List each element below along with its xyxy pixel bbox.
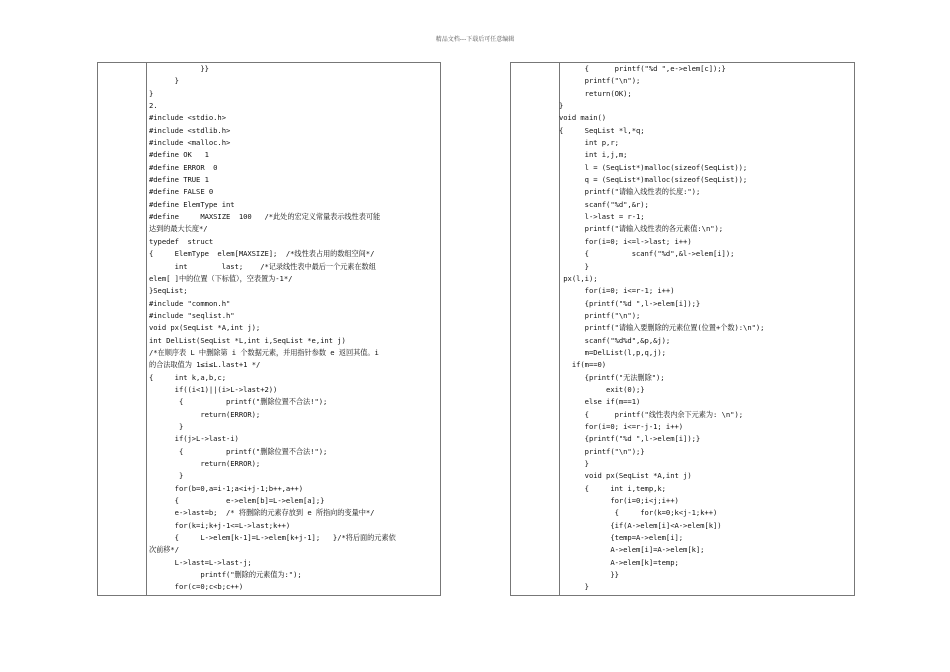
- code-line: { printf("线性表内余下元素为: \n");: [559, 409, 744, 419]
- left-code-page: [97, 62, 441, 596]
- code-line: e->last=b; /* 将删除的元素存放到 e 所指向的变量中*/: [149, 508, 375, 518]
- code-line: printf("\n");}: [559, 446, 645, 456]
- code-line: return(OK);: [559, 88, 632, 98]
- code-line: }}: [559, 570, 619, 580]
- code-line: {printf("%d ",l->elem[i]);}: [559, 434, 701, 444]
- code-line: else if(m==1): [559, 397, 641, 407]
- code-line: #include "common.h": [149, 298, 231, 308]
- code-line: #define FALSE 0: [149, 187, 214, 197]
- code-line: #include "seqlist.h": [149, 310, 235, 320]
- left-code-block: [149, 63, 440, 594]
- code-line: { e->elem[b]=L->elem[a];}: [149, 496, 325, 506]
- code-line: for(i=0;i<j;i++): [559, 496, 679, 506]
- code-line: { for(k=0;k<j-1;k++): [559, 508, 718, 518]
- page-header-text: 精品文档---下载后可任意编辑: [435, 36, 515, 43]
- code-line: /*在顺序表 L 中删除第 i 个数据元素，并用指针参数 e 返回其值。i: [149, 347, 379, 357]
- code-line: }: [149, 88, 154, 98]
- code-line: printf("请输入线性表的各元素值:\n");: [559, 224, 724, 234]
- code-line: elem[ ]中的位置（下标值），空表置为-1*/: [149, 273, 293, 283]
- code-line: }: [149, 421, 184, 431]
- code-line: l->last = r-1;: [559, 212, 645, 222]
- code-line: printf("\n");: [559, 310, 641, 320]
- code-line: px(l,i);: [559, 273, 598, 283]
- code-line: for(k=i;k+j-1<=L->last;k++): [149, 520, 291, 530]
- code-line: q = (SeqList*)malloc(sizeof(SeqList));: [559, 175, 748, 185]
- code-line: typedef struct: [149, 236, 214, 246]
- code-line: void main(): [559, 113, 607, 123]
- code-line: #define TRUE 1: [149, 175, 209, 185]
- code-line: { scanf("%d",&l->elem[i]);: [559, 249, 735, 259]
- code-line: int p,r;: [559, 138, 619, 148]
- code-line: 次前移*/: [149, 545, 179, 555]
- code-line: #define OK 1: [149, 150, 209, 160]
- code-line: { printf("删除位置不合法!");: [149, 446, 328, 456]
- code-line: }: [149, 471, 184, 481]
- code-line: #include <stdlib.h>: [149, 125, 231, 135]
- code-line: 的合法取值为 1≤i≤L.last+1 */: [149, 360, 261, 370]
- code-line: { int k,a,b,c;: [149, 372, 226, 382]
- code-line: printf("删除的元素值为:");: [149, 570, 302, 580]
- code-line: int DelList(SeqList *L,int i,SeqList *e,int j): [149, 335, 346, 345]
- code-line: }: [559, 261, 589, 271]
- code-line: printf("请输入线性表的长度:");: [559, 187, 701, 197]
- code-line: for(b=0,a=i-1;a<i+j-1;b++,a++): [149, 483, 303, 493]
- code-line: for(c=0;c<b;c++): [149, 582, 244, 592]
- code-line: void px(SeqList *A,int j);: [149, 323, 261, 333]
- code-line: }: [559, 101, 564, 111]
- code-line: { L->elem[k-1]=L->elem[k+j-1]; }/*将后面的元素依: [149, 533, 396, 543]
- code-line: { printf("删除位置不合法!");: [149, 397, 328, 407]
- code-line: m=DelList(l,p,q,j);: [559, 347, 666, 357]
- code-line: { ElemType elem[MAXSIZE]; /*线性表占用的数组空间*/: [149, 249, 375, 259]
- code-line: { SeqList *l,*q;: [559, 125, 645, 135]
- code-line: {if(A->elem[i]<A->elem[k]): [559, 520, 722, 530]
- code-line: #include <malloc.h>: [149, 138, 231, 148]
- right-code-block: [559, 63, 853, 594]
- code-line: #define ElemType int: [149, 199, 235, 209]
- code-line: #include <stdio.h>: [149, 113, 226, 123]
- code-line: return(ERROR);: [149, 459, 261, 468]
- code-line: scanf("%d",&r);: [559, 199, 649, 209]
- code-line: #define ERROR 0: [149, 162, 218, 172]
- code-line: {printf("%d ",l->elem[i]);}: [559, 298, 701, 308]
- code-line: if(j>L->last-i): [149, 434, 239, 444]
- code-line: { int i,temp,k;: [559, 483, 666, 493]
- code-line: A->elem[i]=A->elem[k];: [559, 545, 705, 555]
- code-line: }: [559, 582, 589, 592]
- code-line: A->elem[k]=temp;: [559, 557, 679, 567]
- code-line: #define MAXSIZE 100 /*此处的宏定义常量表示线性表可能: [149, 212, 381, 222]
- code-line: for(i=0; i<=r-1; i++): [559, 286, 675, 296]
- code-line: if(m==0): [559, 360, 607, 370]
- code-line: }: [149, 76, 179, 86]
- code-line: for(i=0; i<=r-j-1; i++): [559, 421, 684, 431]
- code-line: exit(0);}: [559, 384, 645, 394]
- code-line: void px(SeqList *A,int j): [559, 471, 692, 481]
- code-line: l = (SeqList*)malloc(sizeof(SeqList));: [559, 162, 748, 172]
- code-line: return(ERROR);: [149, 409, 261, 419]
- code-line: 2.: [149, 101, 158, 111]
- code-line: int last; /*记录线性表中最后一个元素在数组: [149, 261, 376, 271]
- code-line: {printf("无法删除");: [559, 372, 665, 382]
- code-line: L->last=L->last-j;: [149, 557, 252, 567]
- code-line: }}: [149, 64, 209, 73]
- code-line: printf("\n");: [559, 76, 641, 86]
- code-line: for(i=0; i<=l->last; i++): [559, 236, 692, 246]
- right-code-page: [510, 62, 855, 596]
- code-line: }SeqList;: [149, 286, 188, 296]
- code-line: }: [559, 459, 589, 468]
- code-line: scanf("%d%d",&p,&j);: [559, 335, 671, 345]
- code-line: int i,j,m;: [559, 150, 628, 160]
- code-line: { printf("%d ",e->elem[c]);}: [559, 64, 726, 73]
- code-line: {temp=A->elem[i];: [559, 533, 684, 543]
- left-page-gutter-line: [146, 63, 147, 595]
- code-line: printf("请输入要删除的元素位置(位置+个数):\n");: [559, 323, 765, 333]
- code-line: if((i<1)||(i>L->last+2)): [149, 384, 278, 394]
- code-line: 达到的最大长度*/: [149, 224, 208, 234]
